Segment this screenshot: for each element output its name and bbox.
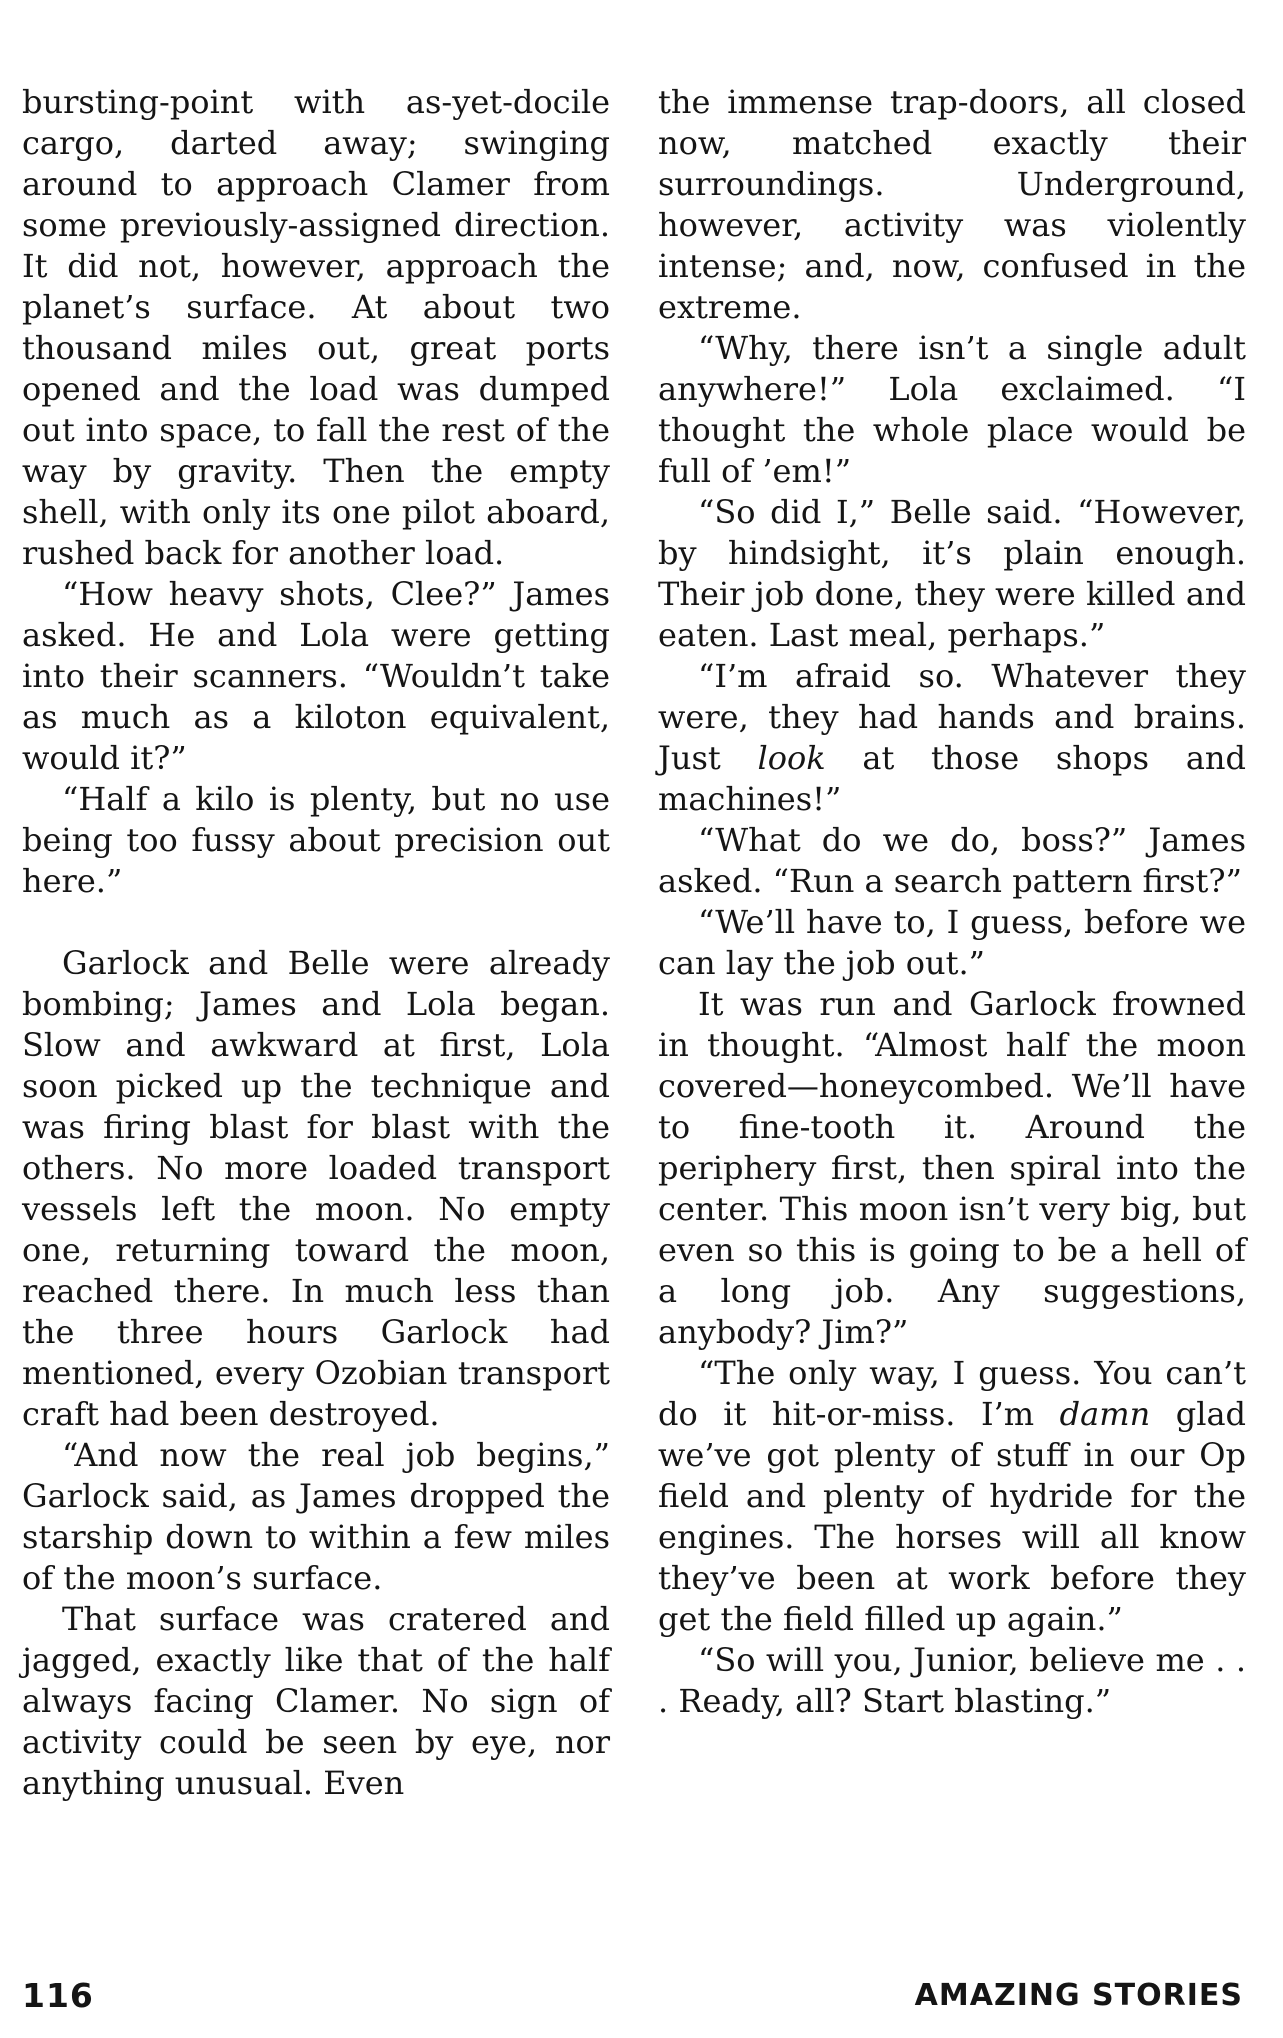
text-run: “I’m afraid so. Whatever they were, they had hands and brains. Just [658,657,1246,777]
page-number: 116 [22,1976,94,2015]
paragraph: “And now the real job begins,” Garlock said, as James dropped the starship down to within a few miles of the moon’s surface. [22,1436,610,1597]
paragraph: “So will you, Junior, believe me . . . Ready, all? Start blasting.” [658,1641,1246,1720]
paragraph: “Why, there isn’t a single adult anywhere!” Lola exclaimed. “I thought the whole place would be full of ’em!” [658,329,1246,490]
paragraph: It was run and Garlock frowned in thought. “Almost half the moon covered—honeycombed. We’ll have to fine-tooth it. Around the periphery first, then spiral into the center. This moon isn’t very big, but even so this is going to be a hell of a long job. Any suggestions, anybody? Jim?” [658,985,1246,1351]
running-footer-title: AMAZING STORIES [914,1978,1243,2013]
emphasis: damn [1059,1395,1151,1433]
paragraph: “How heavy shots, Clee?” James asked. He and Lola were getting into their scanners. “Wouldn’t take as much as a kiloton equivalent, would it?” [22,575,610,777]
paragraph: “So did I,” Belle said. “However, by hindsight, it’s plain enough. Their job done, they were killed and eaten. Last meal, perhaps.” [658,493,1246,654]
emphasis: look [757,739,826,777]
paragraph: That surface was cratered and jagged, exactly like that of the half always facing Clamer. No sign of activity could be seen by eye, nor anything unusual. Even [22,1600,610,1802]
paragraph: “Half a kilo is plenty, but no use being too fussy about precision out here.” [22,780,610,900]
text-column-left [22,82,610,1804]
paragraph: Garlock and Belle were already bombing; James and Lola began. Slow and awkward at first, Lola soon picked up the technique and was firing blast for blast with the others. No more loaded transport vessels left the moon. No empty one, returning toward the moon, reached there. In much less than the three hours Garlock had mentioned, every Ozobian transport craft had been destroyed. [22,944,610,1433]
paragraph: the immense trap-doors, all closed now, matched exactly their surroundings. Underground, however, activity was violently intense; and, now, confused in the extreme. [658,83,1246,326]
text-run: glad we’ve got plenty of stuff in our Op field and plenty of hydride for the engines. The horses will all know they’ve been at work before they get the field filled up again.” [658,1395,1247,1638]
text-run: “The only way, I guess. You can’t do it hit-or-miss. I’m [658,1354,1246,1433]
paragraph: “We’ll have to, I guess, before we can lay the job out.” [658,903,1246,982]
text-column-right [658,82,1246,1722]
paragraph [658,1353,1246,1640]
paragraph: “What do we do, boss?” James asked. “Run a search pattern first?” [658,821,1246,900]
text-run: at those shops and machines!” [658,739,1247,818]
paragraph: bursting-point with as-yet-docile cargo, darted away; swinging around to approach Clamer from some previously-assigned direction. It did not, however, approach the planet’s surface. At about two thousand miles out, great ports opened and the load was dumped out into space, to fall the rest of the way by gravity. Then the empty shell, with only its one pilot aboard, rushed back for another load. [22,83,610,572]
paragraph [658,656,1246,820]
